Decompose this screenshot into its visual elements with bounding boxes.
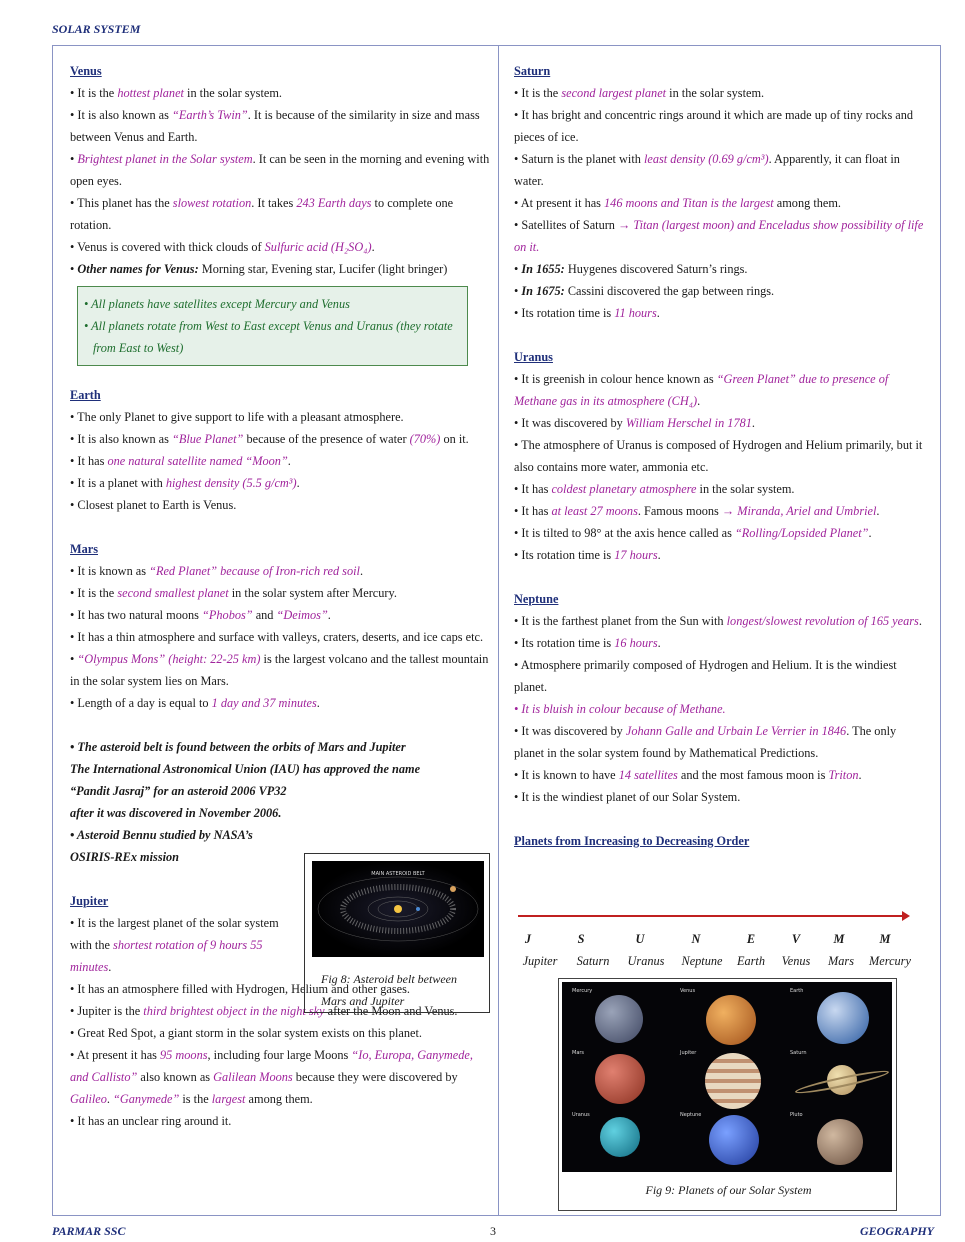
order-name: Neptune xyxy=(681,954,723,968)
column-divider xyxy=(498,45,499,1216)
fig9-label: Saturn xyxy=(790,1050,807,1056)
asteroid-line-1: • The asteroid belt is found between the orbits of Mars and Jupiter xyxy=(70,740,406,754)
mars-heading: Mars xyxy=(70,542,98,556)
mars-point-2: • It is the second smallest planet in the solar system after Mercury. xyxy=(70,586,397,600)
note-line-1: • All planets have satellites except Mercury and Venus xyxy=(84,297,350,311)
figure-9-caption: Fig 9: Planets of our Solar System xyxy=(645,1183,812,1197)
venus-planet xyxy=(706,995,756,1045)
order-name: Earth xyxy=(736,954,765,968)
order-name: Mercury xyxy=(869,954,911,968)
earth-planet xyxy=(817,992,869,1044)
planets-image xyxy=(562,982,892,1172)
saturn-heading: Saturn xyxy=(514,64,551,78)
saturn-point-1: • It is the second largest planet in the solar system. xyxy=(514,86,765,100)
saturn-point-5: • Satellites of Saturn → Titan (largest moon) and Enceladus show possibility of life on it. xyxy=(514,218,924,254)
mars-point-3: • It has two natural moons “Phobos” and “Deimos”. xyxy=(70,608,331,622)
neptune-point-7: • It is the windiest planet of our Solar System. xyxy=(514,790,741,804)
venus-heading: Venus xyxy=(70,64,102,78)
neptune-heading: Neptune xyxy=(514,592,559,606)
earth-heading: Earth xyxy=(70,388,101,402)
neptune-point-3: • Atmosphere primarily composed of Hydrogen and Helium. It is the windiest planet. xyxy=(514,658,897,694)
saturn-point-3: • Saturn is the planet with least density (0.69 g/cm³). Apparently, it can float in water. xyxy=(514,152,900,188)
mars-point-6: • Length of a day is equal to 1 day and 37 minutes. xyxy=(70,696,320,710)
saturn-point-7: • In 1675: Cassini discovered the gap between rings. xyxy=(514,284,775,298)
mars-planet xyxy=(595,1054,645,1104)
jupiter-point-2: • It has an atmosphere filled with Hydrogen, Helium and other gases. xyxy=(70,982,410,996)
saturn-point-6: • In 1655: Huygenes discovered Saturn’s rings. xyxy=(514,262,748,276)
jupiter-point-6: • It has an unclear ring around it. xyxy=(70,1114,232,1128)
asteroid-line-4: after it was discovered in November 2006. xyxy=(70,806,282,820)
fig9-label: Pluto xyxy=(790,1112,803,1118)
uranus-point-4: • It has coldest planetary atmosphere in the solar system. xyxy=(514,482,795,496)
order-name: Mars xyxy=(828,954,854,968)
asteroid-line-3: “Pandit Jasraj” for an asteroid 2006 VP32 xyxy=(70,784,287,798)
order-letter: J xyxy=(524,932,532,946)
earth-point-1: • The only Planet to give support to life with a pleasant atmosphere. xyxy=(70,410,404,424)
jupiter-point-4: • Great Red Spot, a giant storm in the solar system exists on this planet. xyxy=(70,1026,422,1040)
jupiter-point-1: • It is the largest planet of the solar system with the shortest rotation of 9 hours 55 minutes. xyxy=(70,916,279,974)
order-letter: M xyxy=(833,932,845,946)
asteroid-line-6: OSIRIS-REx mission xyxy=(70,850,180,864)
jupiter-heading: Jupiter xyxy=(70,894,109,908)
page-header: SOLAR SYSTEM xyxy=(52,22,141,36)
uranus-point-5: • It has at least 27 moons. Famous moons → Miranda, Ariel and Umbriel. xyxy=(514,504,880,518)
uranus-point-3: • The atmosphere of Uranus is composed of Hydrogen and Helium primarily, but it also contains more water, ammonia etc. xyxy=(514,438,923,474)
uranus-point-6: • It is tilted to 98° at the axis hence called as “Rolling/Lopsided Planet”. xyxy=(514,526,872,540)
order-names xyxy=(514,954,926,969)
order-letter: V xyxy=(791,932,801,946)
mercury-planet xyxy=(595,995,643,1043)
neptune-point-6: • It is known to have 14 satellites and the most famous moon is Triton. xyxy=(514,768,862,782)
right-column xyxy=(514,60,926,852)
fig9-label: Neptune xyxy=(680,1112,702,1118)
neptune-planet xyxy=(709,1115,759,1165)
page-number: 3 xyxy=(490,1224,496,1238)
jupiter-planet xyxy=(705,1053,761,1109)
venus-point-4: • This planet has the slowest rotation. It takes 243 Earth days to complete one rotation. xyxy=(70,196,454,232)
earth-point-3: • It has one natural satellite named “Moon”. xyxy=(70,454,291,468)
order-letter: U xyxy=(635,932,645,946)
jupiter-point-3: • Jupiter is the third brightest object in the night sky after the Moon and Venus. xyxy=(70,1004,458,1018)
fig9-label: Jupiter xyxy=(680,1050,697,1056)
figure-9 xyxy=(558,978,897,1211)
saturn-point-2: • It has bright and concentric rings around it which are made up of tiny rocks and pieces of ice. xyxy=(514,108,914,144)
venus-point-6: • Other names for Venus: Morning star, Evening star, Lucifer (light bringer) xyxy=(70,262,448,276)
venus-point-1: • It is the hottest planet in the solar system. xyxy=(70,86,282,100)
satellite-rotation-note xyxy=(77,286,468,366)
order-name: Venus xyxy=(781,954,811,968)
neptune-point-2: • Its rotation time is 16 hours. xyxy=(514,636,661,650)
footer-left: PARMAR SSC xyxy=(52,1224,126,1238)
mars-point-1: • It is known as “Red Planet” because of Iron-rich red soil. xyxy=(70,564,364,578)
venus-point-5: • Venus is covered with thick clouds of Sulfuric acid (H₂SO₄). xyxy=(70,240,375,254)
uranus-point-1: • It is greenish in colour hence known as “Green Planet” due to presence of Methane gas in its atmosphere (CH₄). xyxy=(514,372,889,408)
earth-point-5: • Closest planet to Earth is Venus. xyxy=(70,498,237,512)
pluto-planet xyxy=(817,1119,863,1165)
fig9-label: Venus xyxy=(680,988,696,994)
order-letter: S xyxy=(577,932,585,946)
fig9-label: Uranus xyxy=(572,1112,590,1118)
mars-point-4: • It has a thin atmosphere and surface with valleys, craters, deserts, and ice caps etc. xyxy=(70,630,484,644)
order-letter: N xyxy=(691,932,701,946)
fig8-image-title: MAIN ASTEROID BELT xyxy=(371,871,425,877)
fig9-label: Mercury xyxy=(572,988,593,994)
venus-point-3: • Brightest planet in the Solar system. It can be seen in the morning and evening with open eyes. xyxy=(70,152,490,188)
uranus-point-7: • Its rotation time is 17 hours. xyxy=(514,548,661,562)
jupiter-point-5: • At present it has 95 moons, including four large Moons “Io, Europa, Ganymede, and Callisto” also known as Galilean Moons because they were discovered by Galileo. “Ganymede” is the largest among them. xyxy=(70,1048,473,1106)
neptune-point-5: • It was discovered by Johann Galle and Urbain Le Verrier in 1846. The only planet in the solar system found by Mathematical Predictions. xyxy=(514,724,897,760)
uranus-heading: Uranus xyxy=(514,350,553,364)
order-name: Saturn xyxy=(576,954,610,968)
mars-point-5: • “Olympus Mons” (height: 22-25 km) is the largest volcano and the tallest mountain in the solar system lies on Mars. xyxy=(70,652,489,688)
saturn-point-8: • Its rotation time is 11 hours. xyxy=(514,306,660,320)
saturn-point-4: • At present it has 146 moons and Titan is the largest among them. xyxy=(514,196,841,210)
uranus-point-2: • It was discovered by William Herschel in 1781. xyxy=(514,416,755,430)
neptune-point-1: • It is the farthest planet from the Sun with longest/slowest revolution of 165 years. xyxy=(514,614,922,628)
order-letter: M xyxy=(879,932,891,946)
earth-point-2: • It is also known as “Blue Planet” because of the presence of water (70%) on it. xyxy=(70,432,469,446)
asteroid-line-2: The International Astronomical Union (IAU) has approved the name xyxy=(70,762,421,776)
fig9-label: Earth xyxy=(790,988,804,994)
earth-point-4: • It is a planet with highest density (5.5 g/cm³). xyxy=(70,476,300,490)
footer-right: GEOGRAPHY xyxy=(860,1224,935,1238)
asteroid-line-5: • Asteroid Bennu studied by NASA’s xyxy=(70,828,253,842)
order-arrow xyxy=(518,915,904,917)
figure-8-caption: Fig 8: Asteroid belt between Mars and Jupiter xyxy=(321,972,457,1008)
order-name: Jupiter xyxy=(522,954,558,968)
figure-8 xyxy=(304,853,490,1013)
venus-point-2: • It is also known as “Earth’s Twin”. It is because of the similarity in size and mass between Venus and Earth. xyxy=(70,108,480,144)
asteroid-belt-image xyxy=(312,861,484,957)
note-line-2: • All planets rotate from West to East except Venus and Uranus (they rotate from East to West) xyxy=(84,319,453,355)
order-letter: E xyxy=(746,932,756,946)
fig9-label: Mars xyxy=(572,1050,585,1056)
order-letters xyxy=(514,932,926,947)
order-heading: Planets from Increasing to Decreasing Order xyxy=(514,834,750,848)
order-name: Uranus xyxy=(627,954,665,968)
uranus-planet xyxy=(600,1117,640,1157)
neptune-point-4: • It is bluish in colour because of Methane. xyxy=(514,702,726,716)
